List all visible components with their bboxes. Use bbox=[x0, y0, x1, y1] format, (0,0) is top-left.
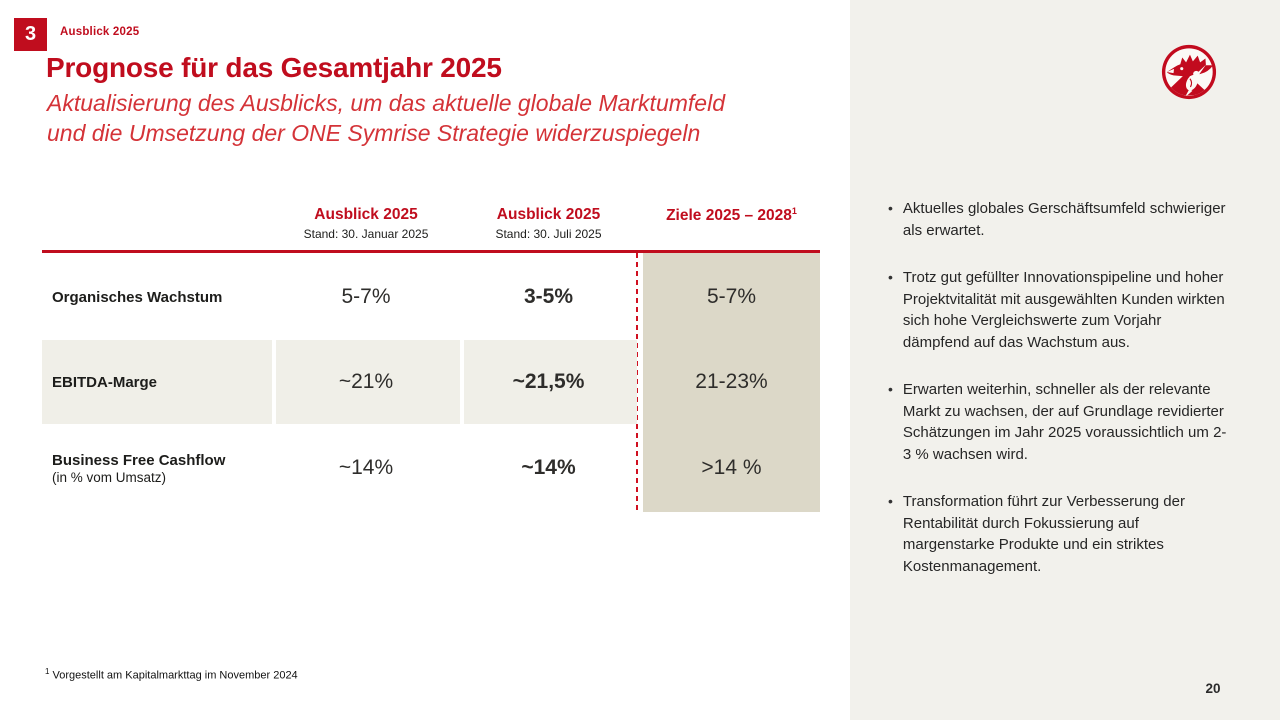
column-header-targets bbox=[643, 206, 820, 225]
column-title: Ausblick 2025 bbox=[496, 206, 601, 223]
footnote-marker: 1 bbox=[45, 667, 50, 676]
bullet-icon: • bbox=[888, 269, 893, 285]
cell-organic-growth-target: 5-7% bbox=[706, 285, 757, 308]
bullet-text: Trotz gut gefüllter Innovationspipeline und hoher Projektvitalität mit ausgewählten Kunden wirkten sich hohe Vergleichswerte zum Vorjahr dämpfend auf das Wachstum aus. bbox=[902, 269, 1225, 351]
subtitle-line-2: und die Umsetzung der ONE Symrise Strategie widerzuspiegeln bbox=[47, 120, 701, 146]
cell-organic-growth-jul: 3-5% bbox=[523, 285, 574, 308]
row-label-note: (in % vom Umsatz) bbox=[52, 469, 167, 485]
header-rule bbox=[42, 250, 820, 253]
list-item bbox=[888, 491, 1232, 577]
column-header-outlook-july bbox=[460, 206, 637, 241]
column-header-outlook-january bbox=[272, 206, 460, 241]
row-label-text: Business Free Cashflow bbox=[52, 451, 226, 469]
page-number: 20 bbox=[1205, 681, 1221, 696]
bullet-icon: • bbox=[888, 493, 893, 509]
column-subtitle: Stand: 30. Juli 2025 bbox=[495, 227, 602, 241]
cell-ebitda-jan: ~21% bbox=[338, 370, 394, 393]
bullet-text: Transformation führt zur Verbesserung der Rentabilität durch Fokussierung auf margenstarke Produkte und ein striktes Kostenmanagement. bbox=[902, 493, 1185, 575]
footnote-ref: 1 bbox=[791, 206, 797, 216]
row-label-ebitda-margin bbox=[52, 340, 264, 424]
list-item bbox=[888, 379, 1232, 465]
cell-ebitda-jul: ~21,5% bbox=[512, 370, 585, 393]
page-title: Prognose für das Gesamtjahr 2025 bbox=[46, 52, 502, 83]
subtitle-line-1: Aktualisierung des Ausblicks, um das aktuelle globale Marktumfeld bbox=[47, 90, 725, 116]
list-item bbox=[888, 198, 1232, 241]
section-number-badge: 3 bbox=[14, 18, 47, 51]
sidebar-bullet-list bbox=[888, 198, 1232, 603]
row-label-text: EBITDA-Marge bbox=[52, 373, 158, 391]
row-label-text: Organisches Wachstum bbox=[52, 288, 223, 306]
column-subtitle: Stand: 30. Januar 2025 bbox=[303, 227, 429, 241]
page-subtitle bbox=[47, 88, 725, 148]
section-label: Ausblick 2025 bbox=[60, 26, 140, 38]
cell-organic-growth-jan: 5-7% bbox=[341, 285, 391, 308]
cell-ebitda-target: 21-23% bbox=[695, 370, 768, 393]
column-title: Ausblick 2025 bbox=[314, 206, 418, 223]
cell-bfc-jan: ~14% bbox=[338, 456, 394, 479]
bullet-icon: • bbox=[888, 381, 893, 397]
cell-bfc-target: >14 % bbox=[701, 456, 762, 479]
row-label-organic-growth bbox=[52, 254, 264, 340]
column-title bbox=[643, 206, 820, 225]
row-label-business-free-cashflow bbox=[52, 424, 264, 512]
footnote-text: Vorgestellt am Kapitalmarkttag im November 2024 bbox=[49, 669, 298, 682]
list-item bbox=[888, 267, 1232, 353]
column-title-text: Ziele 2025 – 2028 bbox=[666, 207, 792, 225]
bullet-text: Aktuelles globales Gerschäftsumfeld schwieriger als erwartet. bbox=[902, 200, 1226, 239]
bullet-text: Erwarten weiterhin, schneller als der relevante Markt zu wachsen, der auf Grundlage revidierter Schätzungen im Jahr 2025 voraussichtlich um 2-3 % wachsen wird. bbox=[902, 381, 1227, 463]
bullet-icon: • bbox=[888, 200, 893, 216]
footnote bbox=[45, 667, 298, 682]
symrise-dragon-logo-icon bbox=[1160, 43, 1218, 101]
cell-bfc-jul: ~14% bbox=[521, 456, 576, 479]
